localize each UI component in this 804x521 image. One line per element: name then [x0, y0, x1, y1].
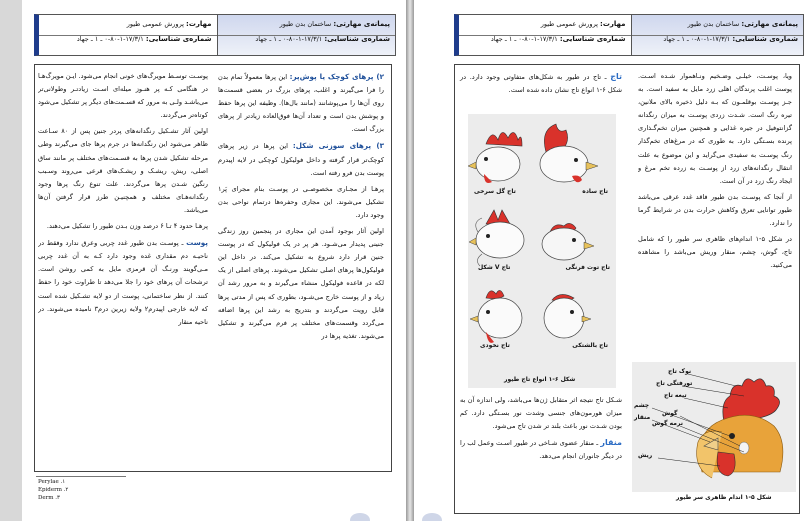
head-caption: شکل ۵-۱ اندام ظاهری سر طیور [676, 494, 772, 501]
right_page-right_col-paragraph [638, 233, 792, 272]
left_page-left_col-text: پرهـا حدود ۴ تـا ۶ درصد وزن بـدن طیور را تشکیل می‌دهند. [46, 222, 208, 231]
comb-label-1: تاج ساده [582, 188, 608, 195]
comb-label-2: تاج توت فرنگی [565, 264, 610, 271]
left_page-left_col-heading: پوست [186, 238, 208, 248]
right_page-right_col-paragraph [638, 191, 792, 230]
comb-head-5 [544, 294, 591, 338]
combs-figure [468, 114, 616, 388]
left_page-left_col-text: ـ پوسـت بدن طیور غدد چربی وعرق ندارد وفقط در ناحیـه دم مقداری غده وجود دارد کـه به آن غدد چربی مـی‌گویند ورنـگ آن قرمزی مایل به کمی روشن است. ترشحات آن پرهای خود را جلا می‌دهد تا طراوت خود را حفظ کنند. از نظر ساختمانی، پوست از دو لایه تشـکیل شده است که لایه خارجی اپیدرم۲ ولایه زیرین درم۳ نامیده می‌شوند. در ناحیه منقار [38, 239, 208, 326]
left_page-right_col-paragraph [218, 70, 384, 136]
head-label-5: چشم [634, 402, 650, 409]
comb-label-5: تاج نخودی [480, 342, 510, 349]
book-gutter [406, 0, 414, 521]
header-right-cell-r: پیمانه‌ی مهارتی: ساختمان بدن طیور شماره‌ی شناسایی: ۱۷/۳/۱-۱-۸۰-۰ ـ ۱ ـ جهاد [631, 15, 804, 55]
combs-drawing [468, 114, 616, 376]
comb-label-0: تاج گل سرخی [474, 188, 516, 195]
footnote: Perylae .۱ [38, 479, 66, 485]
comb-text: شـکل تاج نتیجه اثر متقابل ژن‌ها می‌باشد، ولی اندازه آن به میزان هورمون‌های جنسی وشدت نور بسـتگی دارد. کم بودن شـدت نور باعث بلند تر شدن تاج می‌شود. منقار ـ منقار عضوی شـاخی در طیور اسـت وعمل لب را در دیگر جانوران انجام می‌دهد. [460, 396, 622, 461]
footnote-rule [36, 476, 126, 477]
head-label-1: تورفتگی تاج [656, 380, 693, 387]
left_page-left_col-paragraph [38, 70, 208, 122]
head-label-7: ریش [638, 452, 653, 459]
left_page-right_col-paragraph [218, 183, 384, 222]
combs-caption: شکل ۶-۱ انواع تاج طیور [504, 376, 576, 383]
comb-head-2 [468, 132, 522, 183]
left_page-right_col-text: این پرها در زیر پرهای کوچک‌تر قرار گرفته و داخل فولیکول کوچکی در لایه اپیدرم پوست بدن فرو رفته است. [218, 142, 384, 177]
right_page-right_col-text: در شکل ۵-۱ اندام‌های ظاهری سر طیور را که شامل تاج، گوش، چشم، منقار وریش می‌باشد را مشاهده می‌کنید. [638, 235, 792, 270]
left_page-left_col-text: اولین آثار تشـکیل رنگدانه‌های پردر جنین پس از ۸۰ سـاعت ظاهر می‌شود این رنگدانه‌ها در جرم پرها جای می‌گیرند وطی مرحله تشکیل شدن پرها به قسـمت‌های مختلف پر مانند ساق اصلی، ریش، ریشـک و ریشـک‌های قرعی می‌روند وسـبب رنگین شـدن پرها می‌گردند. علت تنوع رنگ پرها وجود رنگدانه‌هـای مختلف و همچنیـن طرز قرار گرفتن آن‌ها می‌باشد. [38, 127, 208, 214]
head-label-6: منقار [634, 414, 651, 421]
head-label-0: نوک تاج [668, 368, 692, 375]
footnotes [38, 478, 68, 502]
head-figure [632, 362, 796, 492]
page-number-tab-r [422, 513, 442, 521]
comb-head-1 [540, 124, 598, 182]
right-page-right-column [638, 70, 792, 360]
head-label-4: نرمه گوش [652, 420, 683, 427]
right-page [414, 0, 804, 521]
comb-head-6 [470, 290, 522, 342]
left_page-right_col-text: اولین آثار بوجود آمدن این مجاری در پنجمین روز زندگی جنینی پدیدار می‌شـود. هر پر در یک فولیکول که در پوست جنین قرار دارد شروع به تشکیل می‌کند. در داخل این فولیکول‌ها پرهای اصلی تشکیل می‌شوند. پرهای اصلی از یک لکه در قاعده فولیکول منشاء می‌گیرند و به مرور رشد آن زیاد و از پوست خارج می‌شـود، بطوری که پس از مدتی پرها قابل رویت می‌گردند و بتدریج به رشد این پرها اضافه می‌گردد وقسمت‌های مختلف پر فرم می‌گیرند و تشکیل می‌شوند. تغذیه پرها در [218, 227, 384, 340]
left_page-right_col-paragraph [218, 139, 384, 179]
comb-label-3: تاج V شکل [478, 264, 511, 271]
left_page-right_col-paragraph [218, 225, 384, 343]
comb-intro: تاج ـ تاج در طیور به شکل‌های متفاوتی وجود دارد. در شکل ۶-۱ انواع تاج نشان داده شده است. [460, 72, 622, 95]
header-right-cell: پیمانه‌ی مهارتی: ساختمان بدن طیور شماره‌ی شناسایی: ۱۷/۳/۱-۱-۸۰-۰ ـ ۱ ـ جهاد [217, 15, 396, 55]
header-left-cell-r: مهارت: پرورش عمومی طیور شماره‌ی شناسایی: ۱۷/۳/۱-۱-۸۰-۰ ـ ۱ ـ جهاد [459, 15, 631, 55]
head-label-2: تیغه تاج [664, 392, 687, 399]
head-label-3: گوش [662, 410, 678, 417]
footnote: Derm .۳ [38, 495, 60, 501]
comb-head-3 [542, 223, 594, 260]
left_page-left_col-text: پوسـت توسـط مویرگ‌های خونی انجام می‌شود. ایـن مویرگ‌هـا در هنگامی کـه پر هنـوز میله‌ای اسـت زیادتـر وطولانی‌تر می‌باشـد ولـی به مرور که قسـمت‌های دیگر پر تشکیل می‌شود کوتاه‌تر می‌گردند. [38, 72, 208, 120]
page-number-tab [350, 513, 370, 521]
beak-heading: منقار [600, 438, 622, 448]
header-left-cell: مهارت: پرورش عمومی طیور شماره‌ی شناسایی: ۱۷/۳/۱-۱-۸۰-۰ ـ ۱ ـ جهاد [39, 15, 217, 55]
right-page-header [454, 14, 804, 56]
footnote: Epiderm .۲ [38, 487, 69, 493]
comb-label-4: تاج بالشتکی [572, 342, 608, 349]
left-page-left-column [38, 70, 208, 470]
right_page-right_col-text: ویا، پوسـت، خیلـی وضـخیم ونـاهموار شـده اسـت. پوست اغلب پرندگان اهلی زرد مایل به سفید است. به جـز پوسـت بوقلمـون که بـه دلیل ذخیره بالای ملانین، تیره رنگ است. شـدت زردی پوسـت به میزان رنگدانه گزانتوفیل در جیره غذایی و همچنین میزان تخم‌گـذاری پرنده بسـتگی دارد. به طوری که در مرغ‌های تخم‌گذار رنگ پوسـت به سفیدی می‌گراید و این موضوع به علت انتقال رنگدانه‌های زرد از پوسـت به زرده تخم مرغ و ایجاد رنگ زرد در آن است. [638, 72, 792, 185]
left_page-left_col-paragraph [38, 220, 208, 233]
left-page-header [34, 14, 396, 56]
comb-head-4 [469, 210, 524, 266]
comb-heading: تاج [610, 72, 622, 81]
right_page-right_col-paragraph [638, 70, 792, 188]
left_page-right_col-text: این پرها معمولاً تمام بدن را فرا می‌گیرند و اغلب، پرهای بزرگ در بعضی قسمت‌ها روی آن‌ها را می‌پوشانند (مانند بال‌ها). وظیفه این پرها حفظ و پوشش بدن است و تعداد آن‌ها فوق‌العاده زیادتر از پرهای بزرگ است. [218, 73, 384, 134]
right_page-right_col-text: از آنجا که پوسـت بدن طیور فاقد غدد عرقی می‌باشد طیور توانایی تعرق وکاهش حرارت بدن در شرایط گرما را ندارد. [638, 192, 792, 228]
left_page-right_col-heading: ۳) پرهای سوزنی شکل: [292, 141, 384, 151]
left_page-right_col-text: پرهـا از مجـاری مخصوصـی در پوسـت بنام مجرای پَر۱ تشکیل می‌شوند. این مجاری وحفره‌ها درتمام نواحی بدن وجود دارد. [218, 184, 384, 219]
left-page-right-column [218, 70, 384, 470]
left_page-left_col-paragraph [38, 236, 208, 329]
left-page [22, 0, 406, 521]
left_page-right_col-heading: ۲) پرهای کوچک یا پوش‌پر: [289, 72, 384, 81]
left_page-left_col-paragraph [38, 125, 208, 217]
